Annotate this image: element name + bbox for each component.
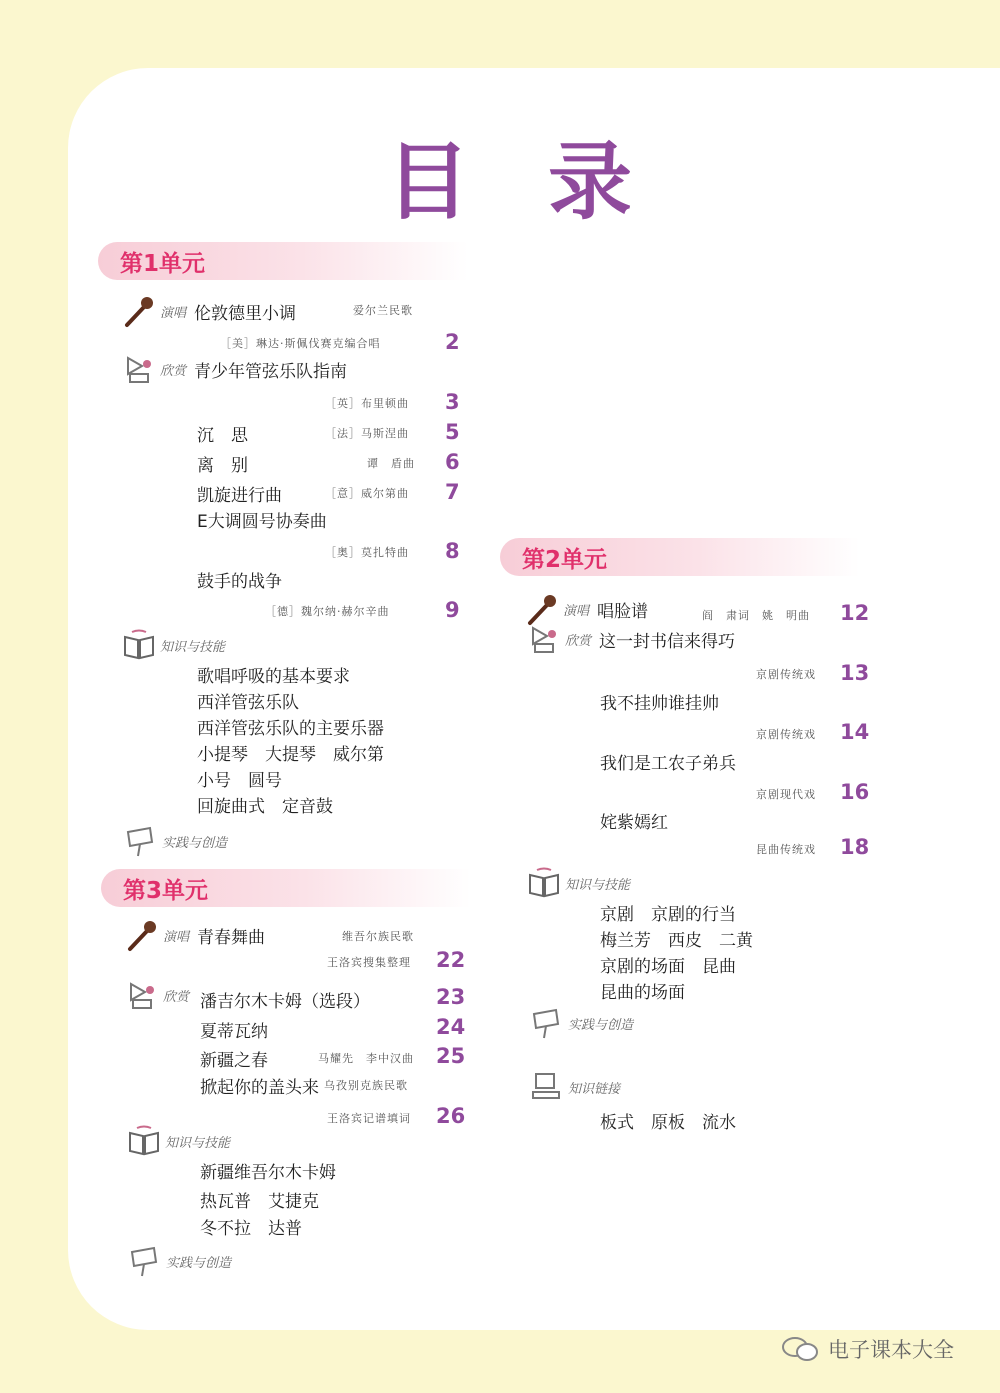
unit3-knowledge-row [127,1124,230,1158]
unit1-practice-row [124,824,227,858]
book-icon [122,628,156,662]
unit2-knowledge-item[interactable]: 京剧 京剧的行当 [600,905,736,925]
unit2-item-title[interactable]: 姹紫嫣红 [600,813,668,833]
unit1-item-credit: ［奥］莫扎特曲 [325,546,409,559]
unit1-item-credit: ［德］魏尔纳·赫尔辛曲 [265,605,390,618]
unit1-knowledge-item[interactable]: 回旋曲式 定音鼓 [197,797,333,817]
unit2-listen-title[interactable]: 这一封书信来得巧 [599,631,736,652]
unit2-item-credit: 昆曲传统戏 [756,843,816,856]
unit3-knowledge-item[interactable]: 冬不拉 达普 [200,1219,302,1239]
unit3-listen-item[interactable]: 夏蒂瓦纳 [200,1022,268,1042]
unit3-listen-credit: 马耀先 李中汉曲 [318,1052,414,1065]
unit3-listen-item[interactable]: 新疆之春 [200,1051,268,1071]
gramophone-icon [122,352,156,386]
unit3-knowledge-item[interactable]: 热瓦普 艾捷克 [200,1192,319,1212]
unit1-item-credit: ［法］马斯涅曲 [325,427,409,440]
page-title-char-1: 目 [386,133,471,231]
unit2-banner [500,538,860,576]
unit3-listen-page[interactable]: 25 [436,1044,466,1068]
microphone-icon [125,918,159,952]
watermark-text: 电子课本大全 [828,1338,954,1362]
unit3-heading: 第3单元 [123,878,209,904]
book-icon [127,1124,161,1158]
unit3-sing-credit-2: 王洛宾搜集整理 [327,956,411,969]
unit1-sing-page[interactable]: 2 [445,330,460,354]
unit1-knowledge-item[interactable]: 西洋管弦乐队 [197,693,299,713]
unit3-sing-row [125,918,265,952]
practice-label: 实践与创造 [162,835,228,851]
unit1-item-credit: ［意］威尔第曲 [325,487,409,500]
unit2-sing-credit: 阎 肃词 姚 明曲 [702,609,810,622]
unit3-listen-item[interactable]: 掀起你的盖头来 [200,1078,319,1098]
unit2-item-title[interactable]: 我不挂帅谁挂帅 [600,694,719,714]
microphone-icon [122,294,156,328]
easel-icon [128,1244,162,1278]
unit1-banner [98,242,468,280]
unit1-item-page[interactable]: 5 [445,420,460,444]
unit2-listen-row [527,622,735,656]
unit1-item-title[interactable]: 离 别 [197,456,248,476]
computer-icon [530,1070,564,1104]
listen-label: 欣赏 [160,363,187,379]
knowledge-label: 知识与技能 [160,639,226,655]
unit1-sing-credit-2: ［美］琳达·斯佩伐赛克编合唱 [220,337,381,350]
unit2-item-credit: 京剧传统戏 [756,668,816,681]
unit1-item-page[interactable]: 9 [445,598,460,622]
unit2-sing-page[interactable]: 12 [840,601,870,625]
unit1-item-title[interactable]: 凯旋进行曲 [197,486,282,506]
page-title-char-2: 录 [548,133,633,231]
unit2-knowledge-item[interactable]: 昆曲的场面 [600,983,685,1003]
unit2-item-page[interactable]: 14 [840,720,870,744]
unit3-knowledge-item[interactable]: 新疆维吾尔木卡姆 [200,1163,336,1183]
unit2-practice-row [530,1006,633,1040]
unit1-sing-credit: 爱尔兰民歌 [353,304,413,317]
unit2-item-title[interactable]: 我们是工农子弟兵 [600,754,736,774]
practice-label: 实践与创造 [166,1255,232,1271]
unit2-item-credit: 京剧现代戏 [756,788,816,801]
unit1-listen-row [122,352,347,386]
unit2-knowledge-item[interactable]: 京剧的场面 昆曲 [600,957,736,977]
unit2-knowledge-row [527,866,630,900]
book-icon [527,866,561,900]
unit1-sing-title[interactable]: 伦敦德里小调 [194,303,297,324]
gramophone-icon [125,978,159,1012]
sing-label: 演唱 [563,603,590,619]
unit3-sing-title[interactable]: 青春舞曲 [197,927,266,948]
unit1-listen-title[interactable]: 青少年管弦乐队指南 [194,361,348,382]
unit1-item-title[interactable]: 鼓手的战争 [197,572,282,592]
unit1-item-title[interactable]: 沉 思 [197,426,248,446]
microphone-icon [525,592,559,626]
easel-icon [530,1006,564,1040]
unit3-listen-item[interactable]: 潘吉尔木卡姆（选段） [200,992,370,1012]
unit1-knowledge-item[interactable]: 西洋管弦乐队的主要乐器 [197,719,384,739]
unit2-heading: 第2单元 [522,547,608,573]
unit2-item-page[interactable]: 18 [840,835,870,859]
unit1-item-page[interactable]: 6 [445,450,460,474]
unit1-sing-row [122,294,296,328]
practice-label: 实践与创造 [568,1017,634,1033]
unit3-listen-credit: 王洛宾记谱填词 [327,1112,411,1125]
unit3-sing-page[interactable]: 22 [436,948,466,972]
gramophone-icon [527,622,561,656]
listen-label: 欣赏 [565,633,592,649]
unit1-knowledge-row [122,628,225,662]
unit1-item-page[interactable]: 3 [445,390,460,414]
unit2-sing-row [525,592,648,626]
unit3-listen-page[interactable]: 23 [436,985,466,1009]
unit3-practice-row [128,1244,231,1278]
unit1-item-title[interactable]: E大调圆号协奏曲 [197,512,327,532]
watermark [780,1334,954,1364]
unit2-item-credit: 京剧传统戏 [756,728,816,741]
unit2-sing-title[interactable]: 唱脸谱 [597,601,649,622]
knowledge-label: 知识与技能 [165,1135,231,1151]
knowledge-label: 知识与技能 [565,877,631,893]
unit2-knowledge-item[interactable]: 梅兰芳 西皮 二黄 [600,931,753,951]
unit2-item-page[interactable]: 13 [840,661,870,685]
unit1-heading: 第1单元 [120,251,206,277]
unit3-banner [101,869,471,907]
unit1-knowledge-item[interactable]: 歌唱呼吸的基本要求 [197,667,350,687]
unit1-knowledge-item[interactable]: 小号 圆号 [197,771,282,791]
unit1-item-credit: 谭 盾曲 [367,457,415,470]
unit2-item-page[interactable]: 16 [840,780,870,804]
unit2-link-row [530,1070,620,1104]
unit1-item-page[interactable]: 7 [445,480,460,504]
sing-label: 演唱 [163,929,190,945]
unit3-listen-credit: 乌孜别克族民歌 [324,1079,408,1092]
listen-label: 欣赏 [163,989,190,1005]
unit1-item-credit: ［英］布里顿曲 [325,397,409,410]
sing-label: 演唱 [160,305,187,321]
unit3-listen-page[interactable]: 24 [436,1015,466,1039]
link-label: 知识链接 [568,1081,621,1097]
easel-icon [124,824,158,858]
unit1-item-page[interactable]: 8 [445,539,460,563]
wechat-icon [780,1335,820,1363]
unit3-sing-credit: 维吾尔族民歌 [342,930,414,943]
unit1-knowledge-item[interactable]: 小提琴 大提琴 威尔第 [197,745,384,765]
unit3-listen-page[interactable]: 26 [436,1104,466,1128]
unit3-listen-row [125,978,189,1012]
unit2-link-items[interactable]: 板式 原板 流水 [600,1113,736,1133]
